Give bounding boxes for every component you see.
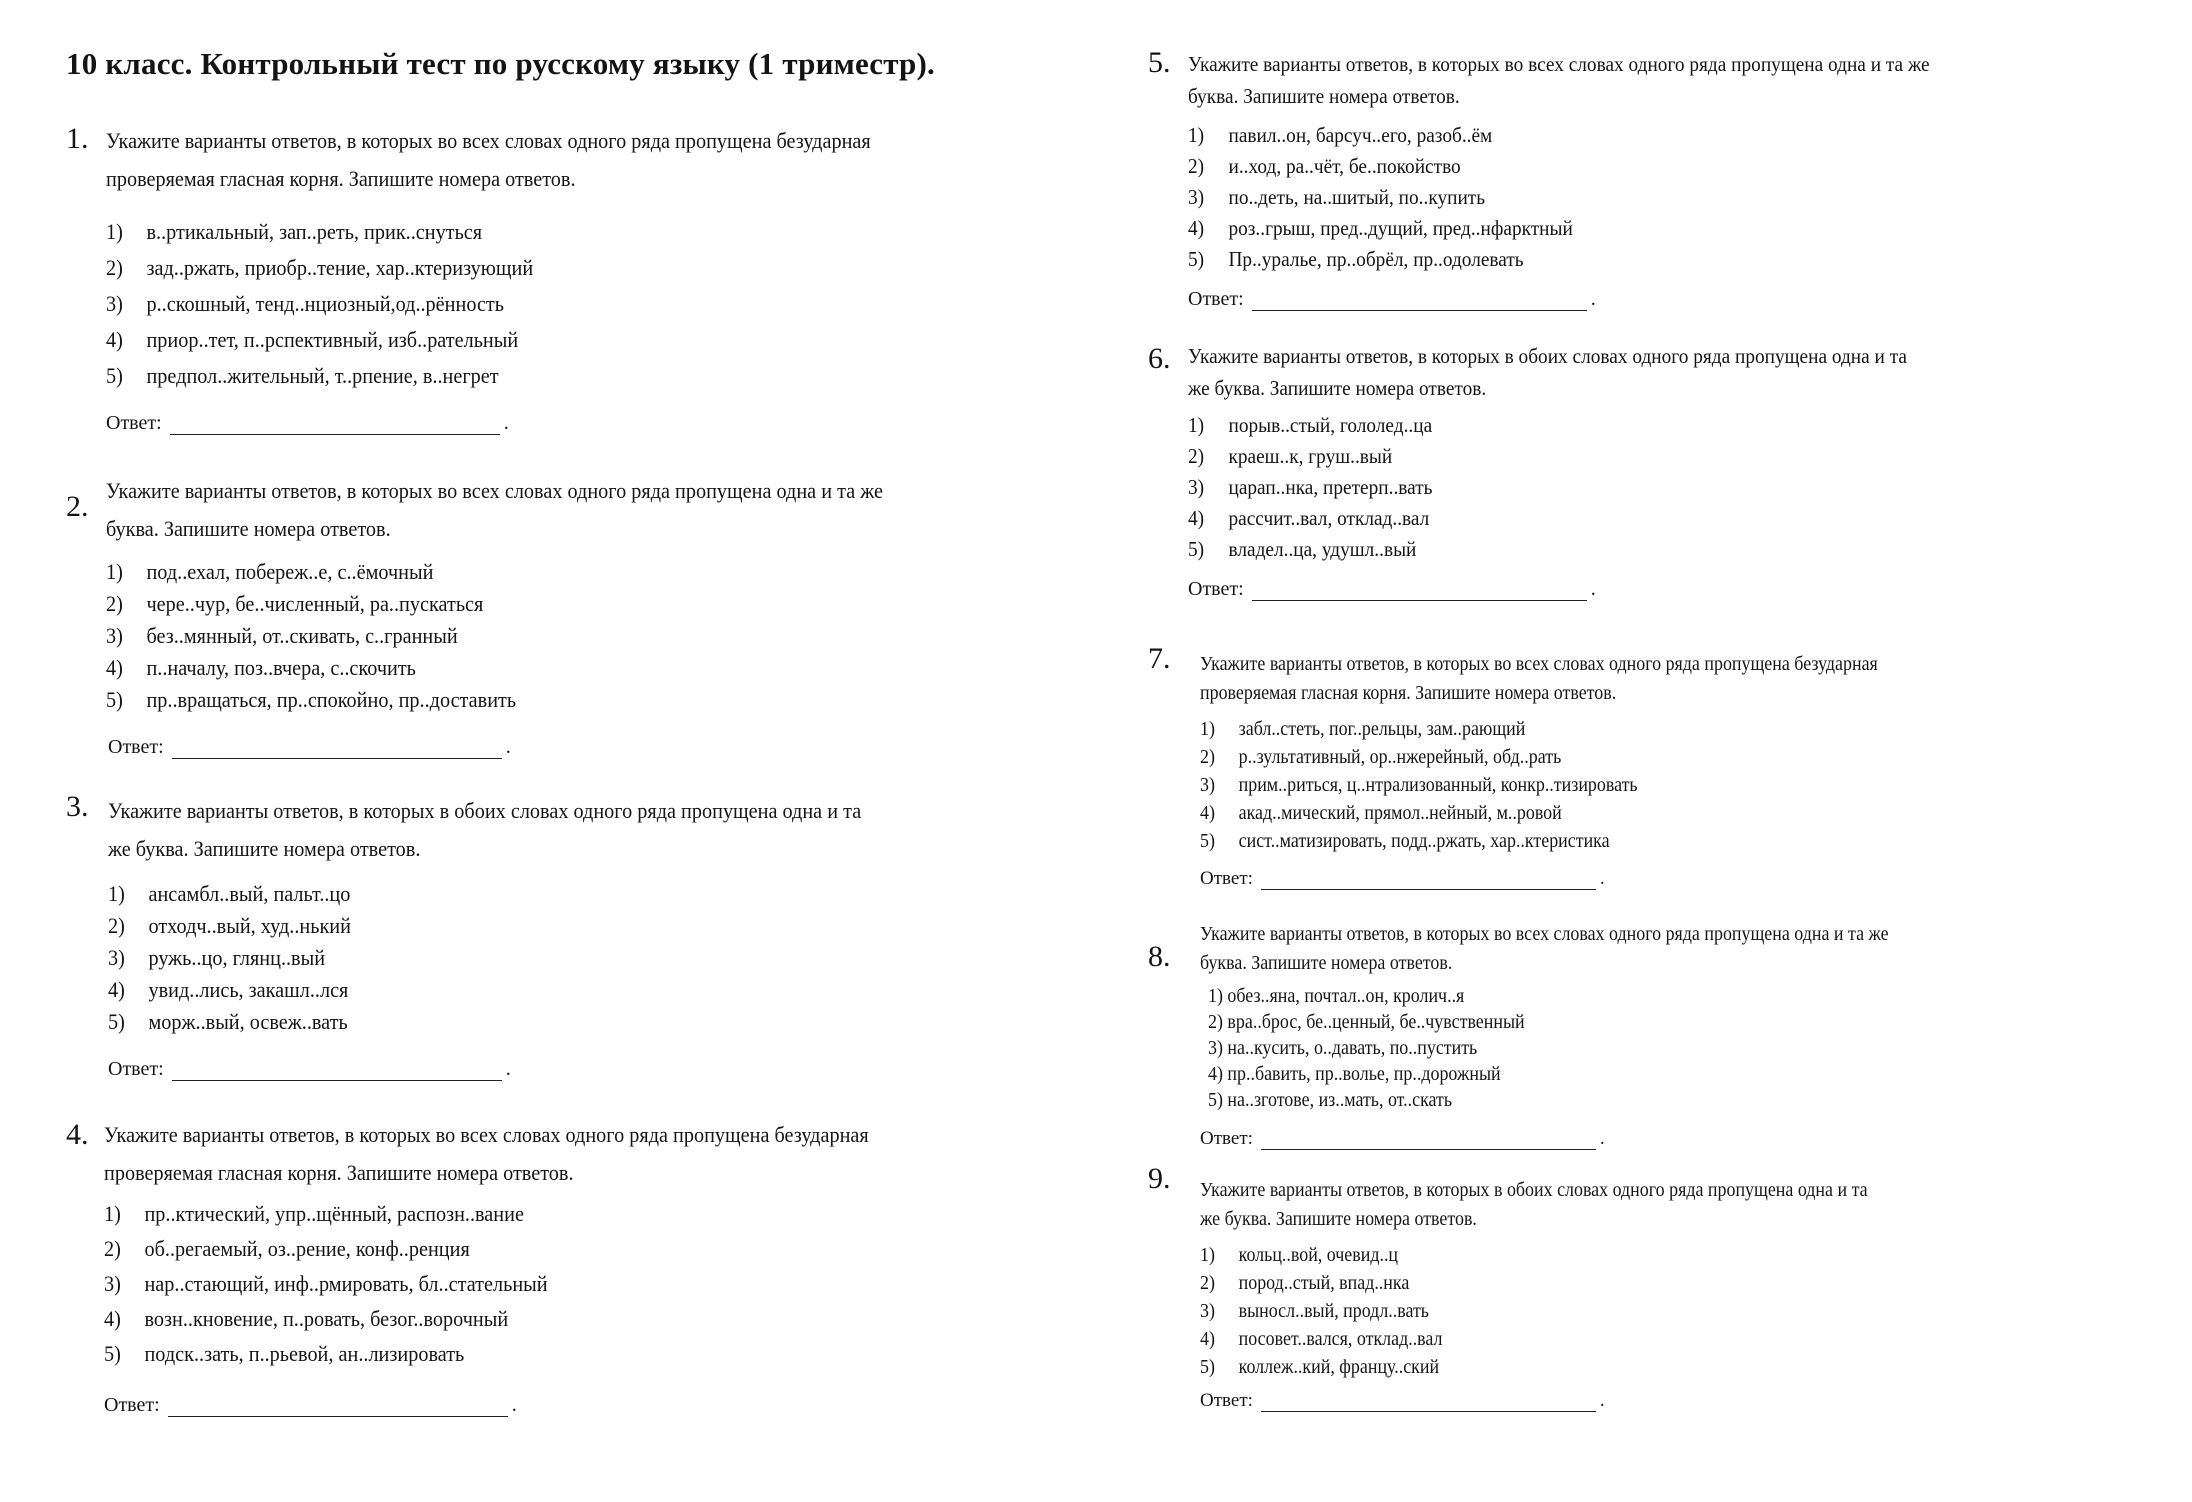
option-number: 5) xyxy=(1200,1357,1215,1378)
answer-field[interactable] xyxy=(108,1058,511,1081)
option-text: р..зультативный, ор..нжерейный, обд..рать xyxy=(1238,747,1562,768)
answer-line[interactable] xyxy=(172,1062,502,1081)
option xyxy=(1188,534,1433,565)
option-text: пр..вращаться, пр..спокойно, пр..доставить xyxy=(146,687,517,712)
option xyxy=(104,1266,548,1301)
option xyxy=(1200,744,1638,772)
option xyxy=(1200,828,1638,856)
question-line: Укажите варианты ответов, в которых во всех словах одного ряда пропущена безударная xyxy=(106,128,871,153)
answer-field[interactable] xyxy=(106,412,509,435)
option-text: пр..ктический, упр..щённый, распозн..вание xyxy=(144,1201,524,1226)
option-text: увид..лись, закашл..лся xyxy=(148,977,349,1002)
option xyxy=(1200,800,1638,828)
option-number: 4) xyxy=(108,977,125,1002)
question-line: буква. Запишите номера ответов. xyxy=(106,516,391,541)
question-line: Укажите варианты ответов, в которых во всех словах одного ряда пропущена безударная xyxy=(104,1122,869,1147)
question-line: буква. Запишите номера ответов. xyxy=(1188,84,1460,108)
option xyxy=(1208,984,1525,1010)
option xyxy=(1200,716,1638,744)
option-number: 5) xyxy=(108,1009,125,1034)
answer-field[interactable] xyxy=(1200,1390,1605,1412)
option-number: 3) xyxy=(1200,775,1215,796)
option-number: 3) xyxy=(106,291,123,316)
option xyxy=(1188,472,1433,503)
option-number: 3) xyxy=(1200,1301,1215,1322)
option xyxy=(108,878,351,910)
answer-end: . xyxy=(1599,868,1605,889)
answer-line[interactable] xyxy=(1261,1131,1596,1150)
task-number: 8. xyxy=(1148,940,1171,973)
answer-field[interactable] xyxy=(1200,1128,1605,1150)
option xyxy=(1208,1088,1525,1114)
answer-end: . xyxy=(1599,1390,1605,1411)
option xyxy=(104,1231,548,1266)
option-text: по..деть, на..шитый, по..купить xyxy=(1228,185,1486,209)
question-line: проверяемая гласная корня. Запишите номера ответов. xyxy=(1200,683,1617,704)
option-text: ружь..цо, глянц..вый xyxy=(148,945,326,970)
option xyxy=(1208,1062,1525,1088)
answer-line[interactable] xyxy=(1252,292,1587,311)
answer-field[interactable] xyxy=(1188,578,1596,601)
option-text: 1) обез..яна, почтал..он, кролич..я xyxy=(1208,986,1465,1007)
answer-line[interactable] xyxy=(172,740,502,759)
option-number: 2) xyxy=(1200,747,1215,768)
option xyxy=(1200,1270,1442,1298)
answer-end: . xyxy=(1599,1128,1605,1149)
option xyxy=(106,556,516,588)
answer-line[interactable] xyxy=(1261,871,1596,890)
option xyxy=(106,214,533,250)
option-number: 1) xyxy=(1188,413,1205,437)
question-line: Укажите варианты ответов, в которых во всех словах одного ряда пропущена одна и та же xyxy=(1188,52,1930,76)
option-text: под..ехал, побереж..е, с..ёмочный xyxy=(146,559,434,584)
option-number: 4) xyxy=(106,327,123,352)
option xyxy=(106,652,516,684)
option xyxy=(104,1301,548,1336)
option xyxy=(104,1196,548,1231)
answer-end: . xyxy=(1590,288,1596,310)
option-number: 2) xyxy=(108,913,125,938)
question-line: проверяемая гласная корня. Запишите номера ответов. xyxy=(106,166,576,191)
option-number: 2) xyxy=(106,591,123,616)
option-number: 3) xyxy=(108,945,125,970)
answer-label: Ответ: xyxy=(106,412,162,434)
answer-field[interactable] xyxy=(1200,868,1605,890)
option xyxy=(108,942,351,974)
task-number: 7. xyxy=(1148,642,1171,675)
option xyxy=(1188,441,1433,472)
option-text: сист..матизировать, подд..ржать, хар..ктеристика xyxy=(1238,831,1610,852)
option xyxy=(1200,1326,1442,1354)
question-line: же буква. Запишите номера ответов. xyxy=(108,836,421,861)
task-number: 1. xyxy=(66,122,89,155)
answer-line[interactable] xyxy=(168,1398,508,1417)
option-text: об..регаемый, оз..рение, конф..ренция xyxy=(144,1236,470,1261)
option-text: 4) пр..бавить, пр..волье, пр..дорожный xyxy=(1208,1064,1501,1085)
option xyxy=(1200,1242,1442,1270)
option-text: 2) вра..брос, бе..ценный, бе..чувственный xyxy=(1208,1012,1525,1033)
option-number: 2) xyxy=(1188,444,1205,468)
answer-label: Ответ: xyxy=(1188,288,1244,310)
option-number: 2) xyxy=(106,255,123,280)
option-text: предпол..жительный, т..рпение, в..негрет xyxy=(146,363,499,388)
answer-end: . xyxy=(511,1394,517,1416)
option-number: 4) xyxy=(106,655,123,680)
option xyxy=(106,322,533,358)
answer-field[interactable] xyxy=(108,736,511,759)
option xyxy=(1188,182,1573,213)
option-number: 1) xyxy=(106,219,123,244)
option xyxy=(1188,151,1573,182)
task-number: 6. xyxy=(1148,342,1171,375)
option-number: 1) xyxy=(106,559,123,584)
answer-end: . xyxy=(1590,578,1596,600)
option-number: 3) xyxy=(104,1271,121,1296)
option-number: 5) xyxy=(1188,247,1205,271)
page-title: 10 класс. Контрольный тест по русскому языку (1 триместр). xyxy=(66,46,935,81)
answer-label: Ответ: xyxy=(108,1058,164,1080)
option-text: отходч..вый, худ..нький xyxy=(148,913,351,938)
option-number: 4) xyxy=(1188,216,1205,240)
question-line: Укажите варианты ответов, в которых в обоих словах одного ряда пропущена одна и та xyxy=(108,798,862,823)
option-number: 2) xyxy=(1188,154,1205,178)
option-text: зад..ржать, приобр..тение, хар..ктеризующий xyxy=(146,255,534,280)
option-text: рассчит..вал, отклад..вал xyxy=(1228,506,1430,530)
option-text: приор..тет, п..рспективный, изб..рательный xyxy=(146,327,519,352)
question-line: Укажите варианты ответов, в которых во всех словах одного ряда пропущена безударная xyxy=(1200,654,1878,675)
option-text: п..началу, поз..вчера, с..скочить xyxy=(146,655,416,680)
option-text: порыв..стый, гололед..ца xyxy=(1228,413,1433,437)
option-text: забл..стеть, пог..рельцы, зам..рающий xyxy=(1238,719,1526,740)
answer-label: Ответ: xyxy=(1200,1390,1253,1411)
option-text: в..ртикальный, зап..реть, прик..снуться xyxy=(146,219,483,244)
option-number: 3) xyxy=(1188,185,1205,209)
option-text: пород..стый, впад..нка xyxy=(1238,1273,1410,1294)
option-text: Пр..уралье, пр..обрёл, пр..одолевать xyxy=(1228,247,1524,271)
option xyxy=(1200,1354,1442,1382)
task-number: 5. xyxy=(1148,46,1171,79)
option xyxy=(106,286,533,322)
option xyxy=(106,358,533,394)
option-number: 4) xyxy=(104,1306,121,1331)
option xyxy=(1188,410,1433,441)
option-number: 1) xyxy=(108,881,125,906)
option-text: чере..чур, бе..численный, ра..пускаться xyxy=(146,591,484,616)
option-number: 1) xyxy=(104,1201,121,1226)
answer-line[interactable] xyxy=(1252,582,1587,601)
task-number: 9. xyxy=(1148,1162,1171,1195)
option xyxy=(108,910,351,942)
option-number: 4) xyxy=(1188,506,1205,530)
answer-line[interactable] xyxy=(170,416,500,435)
option-text: посовет..вался, отклад..вал xyxy=(1238,1329,1443,1350)
answer-label: Ответ: xyxy=(1200,868,1253,889)
question-line: же буква. Запишите номера ответов. xyxy=(1188,376,1487,400)
answer-label: Ответ: xyxy=(104,1394,160,1416)
option xyxy=(1208,1036,1525,1062)
option-number: 4) xyxy=(1200,1329,1215,1350)
option-number: 2) xyxy=(1200,1273,1215,1294)
option-number: 5) xyxy=(1188,537,1205,561)
option-text: коллеж..кий, францу..ский xyxy=(1238,1357,1440,1378)
option-text: выносл..вый, продл..вать xyxy=(1238,1301,1429,1322)
task-number: 3. xyxy=(66,790,89,823)
task-number: 4. xyxy=(66,1118,89,1151)
answer-label: Ответ: xyxy=(1188,578,1244,600)
option xyxy=(1200,772,1638,800)
option-text: р..скошный, тенд..нциозный,од..рённость xyxy=(146,291,505,316)
option-text: кольц..вой, очевид..ц xyxy=(1238,1245,1399,1266)
option xyxy=(1200,1298,1442,1326)
option-number: 5) xyxy=(106,687,123,712)
option-number: 2) xyxy=(104,1236,121,1261)
option-text: возн..кновение, п..ровать, безог..ворочный xyxy=(144,1306,509,1331)
option-text: морж..вый, освеж..вать xyxy=(148,1009,348,1034)
option-text: прим..риться, ц..нтрализованный, конкр..тизировать xyxy=(1238,775,1638,796)
option xyxy=(108,1006,351,1038)
option xyxy=(106,588,516,620)
option-number: 3) xyxy=(1188,475,1205,499)
option-text: 3) на..кусить, о..давать, по..пустить xyxy=(1208,1038,1478,1059)
option-text: 5) на..зготове, из..мать, от..скать xyxy=(1208,1090,1453,1111)
option-text: без..мянный, от..скивать, с..гранный xyxy=(146,623,458,648)
option xyxy=(108,974,351,1006)
question-line: буква. Запишите номера ответов. xyxy=(1200,953,1453,974)
answer-end: . xyxy=(503,412,509,434)
answer-label: Ответ: xyxy=(108,736,164,758)
option-text: ансамбл..вый, пальт..цо xyxy=(148,881,351,906)
option-number: 5) xyxy=(1200,831,1215,852)
question-line: Укажите варианты ответов, в которых в обоих словах одного ряда пропущена одна и та xyxy=(1188,344,1907,368)
question-line: же буква. Запишите номера ответов. xyxy=(1200,1209,1477,1230)
answer-end: . xyxy=(505,1058,511,1080)
question-line: Укажите варианты ответов, в которых во всех словах одного ряда пропущена одна и та же xyxy=(106,478,883,503)
option-text: царап..нка, претерп..вать xyxy=(1228,475,1433,499)
option xyxy=(106,250,533,286)
option-text: и..ход, ра..чёт, бе..покойство xyxy=(1228,154,1461,178)
option-text: роз..грыш, пред..дущий, пред..нфарктный xyxy=(1228,216,1573,240)
option xyxy=(104,1336,548,1371)
answer-field[interactable] xyxy=(104,1394,517,1417)
question-line: Укажите варианты ответов, в которых во всех словах одного ряда пропущена одна и та же xyxy=(1200,924,1889,945)
option-number: 1) xyxy=(1188,123,1205,147)
option xyxy=(106,684,516,716)
option-number: 4) xyxy=(1200,803,1215,824)
option xyxy=(106,620,516,652)
option-text: нар..стающий, инф..рмировать, бл..стательный xyxy=(144,1271,548,1296)
answer-label: Ответ: xyxy=(1200,1128,1253,1149)
option-text: краеш..к, груш..вый xyxy=(1228,444,1393,468)
option xyxy=(1188,120,1573,151)
question-line: Укажите варианты ответов, в которых в обоих словах одного ряда пропущена одна и та xyxy=(1200,1180,1868,1201)
option xyxy=(1188,503,1433,534)
option-text: владел..ца, удушл..вый xyxy=(1228,537,1417,561)
option-number: 3) xyxy=(106,623,123,648)
option-number: 1) xyxy=(1200,719,1215,740)
option-number: 5) xyxy=(106,363,123,388)
option-text: акад..мический, прямол..нейный, м..ровой xyxy=(1238,803,1562,824)
option-text: павил..он, барсуч..его, разоб..ём xyxy=(1228,123,1493,147)
answer-field[interactable] xyxy=(1188,288,1596,311)
task-number: 2. xyxy=(66,490,89,523)
question-line: проверяемая гласная корня. Запишите номера ответов. xyxy=(104,1160,574,1185)
answer-end: . xyxy=(505,736,511,758)
option xyxy=(1208,1010,1525,1036)
option xyxy=(1188,244,1573,275)
answer-line[interactable] xyxy=(1261,1393,1596,1412)
option-text: подск..зать, п..рьевой, ан..лизировать xyxy=(144,1341,465,1366)
option-number: 1) xyxy=(1200,1245,1215,1266)
option xyxy=(1188,213,1573,244)
option-number: 5) xyxy=(104,1341,121,1366)
